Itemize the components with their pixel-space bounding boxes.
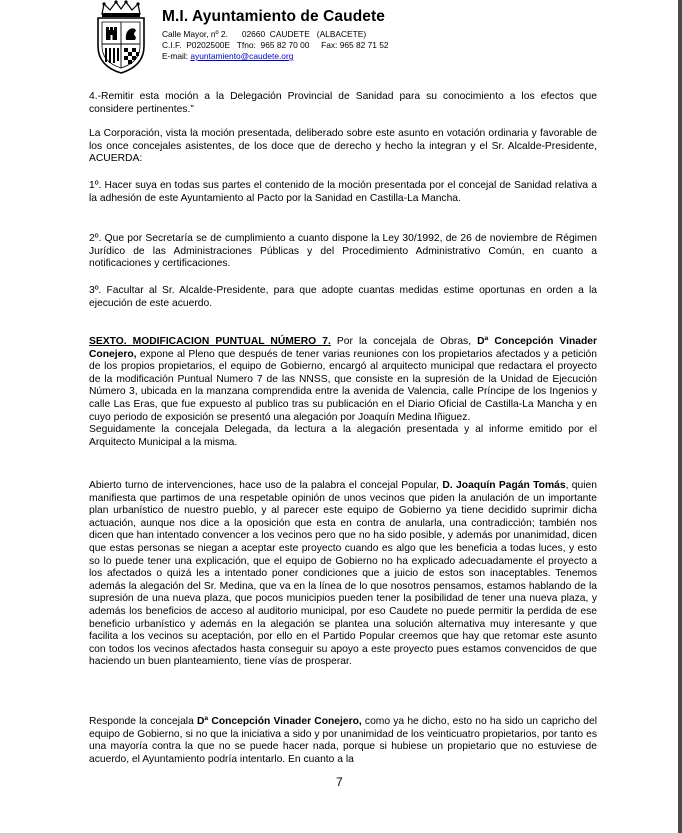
coat-of-arms-icon [90,0,152,75]
section-sexto [89,336,597,449]
paragraph-text: 3º. Facultar al Sr. Alcalde-Presidente, para que adopte cuantas medidas estime oportunas en orden a la ejecución de este acuerdo. [89,285,597,309]
speaker-name: Dª Concepción Vinader Conejero, [89,336,598,360]
speaker-name: Dª Concepción Vinader Conejero, [196,716,362,727]
paragraph-acuerdo-2 [89,233,597,271]
page-edge-right [678,0,682,835]
paragraph-debate [89,480,597,669]
paragraph-text: Seguidamente la concejala Delegada, da lectura a la alegación presentada y al informe emitido por el Arquitecto Municipal a la misma. [89,424,597,448]
letterhead [90,0,650,78]
paragraph-corporacion [89,128,597,166]
paragraph-acuerdo-1 [89,180,597,205]
paragraph-text: 2º. Que por Secretaría se de cumplimiento a cuanto dispone la Ley 30/1992, de 26 de noviembre de Régimen Jurídico de las Administraciones Públicas y del Procedimiento Administrativo Común, en cuanto a notificaciones y certificaciones. [89,233,597,270]
paragraph-remitir [89,91,597,116]
paragraph-text: 1º. Hacer suya en todas sus partes el contenido de la moción presentada por el concejal de Sanidad relativa a la adhesión de este Ayuntamiento al Pacto por la Sanidad en Castilla-La Mancha. [89,180,597,204]
email-line [162,51,293,61]
speaker-name: D. Joaquín Pagán Tomás [442,480,566,491]
paragraph-acuerdo-3 [89,285,597,310]
paragraph-text: Abierto turno de intervenciones, hace uso de la palabra el concejal Popular, D. Joaquín Pagán Tomás, quien manifiesta que partimos de una respetable opinión de unos vecinos que piden la anulación de un importante plan urbanístico de nuestro pueblo, y al parecer este equipo de Gobierno ya tiene decidido suprimir dicha actuación, aunque nos dice a la oposición que esta en contra de anularla, una contradicción; también nos dicen que han intentado convencer a los vecinos pero que no ha sido posible, y además por unanimidad, dicen que estas personas se niegan a aceptar este proyecto cuando es algo que les beneficia a todas luces, y esto so lo puede tener una explicación, que el equipo de Gobierno no ha explicado adecuadamente el proyecto a los afectados o quizá les a intentado poner condiciones que a juicio de estos son inaceptables. Tenemos además la alegación del Sr. Medina, que va en la línea de lo que nosotros pensamos, estamos hablando de la supresión de una nueva plaza, que pocos municipios pueden tener la posibilidad de tener una nueva plaza, y además los beneficios de acceso al auditorio municipal, por eso Caudete no puede permitir la perdida de ese beneficio urbanístico y además en la alegación se plantea una solución alternativa muy interesante y que facilita a los vecinos su aceptación, por ello en el Partido Popular creemos que hay que retomar este asunto con todos los vecinos afectados hasta conseguir su apoyo a este proyecto pues estamos convencidos de que haciendo un buen planteamiento, tiene vías de prosperar. [89,480,597,668]
section-sexto-text: SEXTO. MODIFICACION PUNTUAL NÚMERO 7. Por la concejala de Obras, Dª Concepción Vinader Conejero, expone al Pleno que después de tener varias reuniones con los propietarios afectados y a petición de los propios propietarios, el equipo de Gobierno, encargó al arquitecto municipal que redactara el proyecto de la modificación Puntual Numero 7 de las NNSS, que consiste en la supresión de la Unidad de Ejecución Número 3, ubicada en la manzana comprendida entre la avenida de Valencia, calle Príncipe de los Ingenios y calle Las Eras, que fue expuesto al publico tras su publicación en el Diario Oficial de Castilla-La Mancha y en cuyo periodo de exposición se presentó una alegación por Joaquín Medina Iñiguez. [89,336,598,423]
organization-name: M.I. Ayuntamiento de Caudete [162,8,385,25]
paragraph-text: Responde la concejala Dª Concepción Vinader Conejero, como ya he dicho, esto no ha sido un capricho del equipo de Gobierno, si no que la iniciativa a sido y por unanimidad de los veinticuatro propietarios, por tanto es una mayoría contra la que no se puede hacer nada, porque si hubiese un propietario que no estuviese de acuerdo, el Ayuntamiento podría intentarlo. En cuanto a la [89,716,598,765]
page-number: 7 [336,775,343,789]
address-line: Calle Mayor, nº 2. 02660 CAUDETE (ALBACETE) [162,29,367,39]
paragraph-reply [89,716,597,766]
section-heading: SEXTO. MODIFICACION PUNTUAL NÚMERO 7. [89,336,331,347]
paragraph-text: 4.-Remitir esta moción a la Delegación Provincial de Sanidad para su conocimiento a los efectos que considere pertinentes.” [89,91,597,115]
email-link[interactable]: ayuntamiento@caudete.org [190,51,294,61]
paragraph-text: La Corporación, vista la moción presentada, deliberado sobre este asunto en votación ordinaria y favorable de los once concejales asistentes, de los doce que de derecho y hecho la integran y el Sr. Alcalde-Presidente, ACUERDA: [89,128,597,165]
fiscal-contact-line: C.I.F. P0202500E Tfno: 965 82 70 00 Fax: 965 82 71 52 [162,40,389,50]
email-label: E-mail: [162,51,189,61]
